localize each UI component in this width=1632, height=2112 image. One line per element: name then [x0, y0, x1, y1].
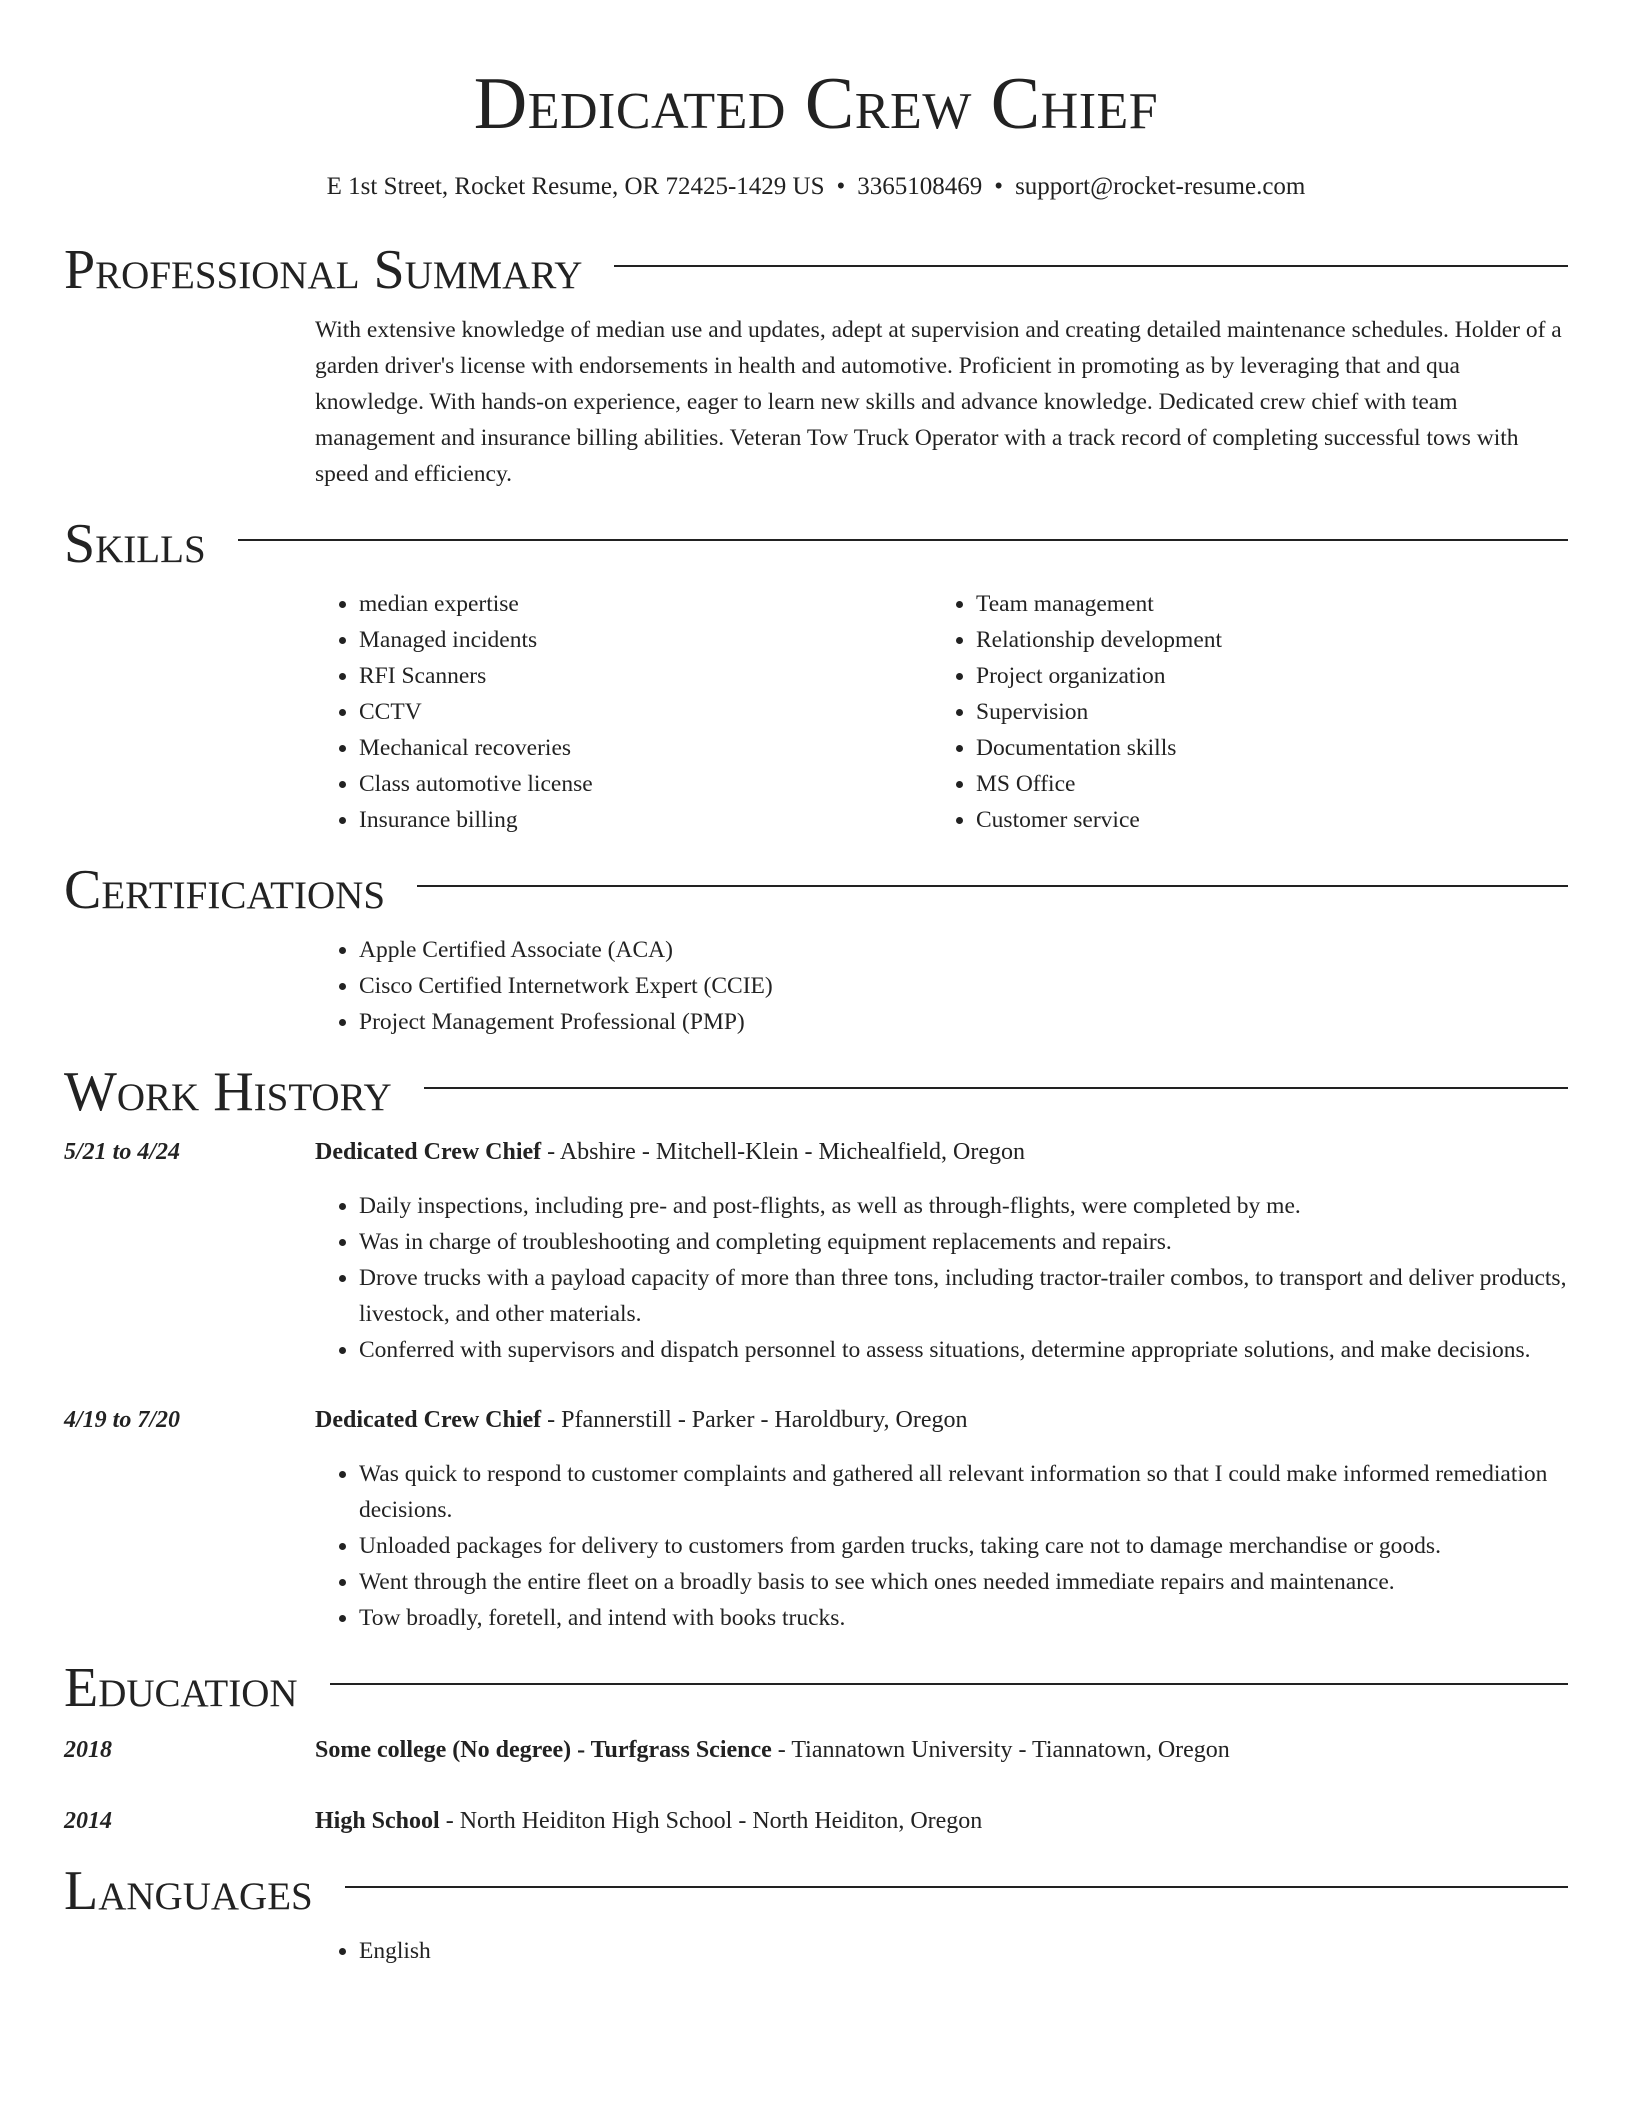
work-section-header — [64, 1062, 1568, 1122]
section-title-languages: Languages — [64, 1860, 313, 1922]
skill-item: • Documentation skills — [976, 730, 1549, 766]
education-entry — [64, 1803, 1568, 1839]
skill-item: • Managed incidents — [359, 622, 932, 658]
job-title-line — [315, 1134, 1025, 1170]
skill-item: • Supervision — [976, 694, 1549, 730]
skill-item: • Team management — [976, 586, 1549, 622]
education-line — [315, 1732, 1230, 1768]
job-duty-item: • Was quick to respond to customer complaints and gathered all relevant information so that I could make informed remediation decisions. — [359, 1456, 1568, 1528]
certifications-section-header — [64, 860, 1568, 920]
job-dates: 4/19 to 7/20 — [64, 1407, 181, 1433]
languages-section-header — [64, 1861, 1568, 1921]
education-section-header — [64, 1658, 1568, 1718]
section-title-summary: Professional Summary — [64, 239, 583, 301]
job-role: Dedicated Crew Chief — [315, 1139, 542, 1165]
job-duty-item: • Conferred with supervisors and dispatch personnel to assess situations, determine appropriate solutions, and make decisions. — [359, 1332, 1568, 1368]
skill-item: • RFI Scanners — [359, 658, 932, 694]
section-title-certifications: Certifications — [64, 859, 386, 921]
job-duties — [315, 1456, 1568, 1636]
resume-page — [64, 0, 1568, 1969]
job-entry — [64, 1134, 1568, 1368]
contact-phone: 3365108469 — [857, 173, 983, 200]
section-divider — [424, 1087, 1568, 1089]
summary-text: With extensive knowledge of median use and updates, adept at supervision and creating detailed maintenance schedules. Holder of a garden driver's license with endorsements in health and automotive. Proficient in promoting as by leveraging that and qua knowledge. With hands-on experience, eager to learn new skills and advance knowledge. Dedicated crew chief with team management and insurance billing abilities. Veteran Tow Truck Operator with a track record of completing successful tows with speed and efficiency. — [315, 317, 1562, 487]
education-entry — [64, 1732, 1568, 1768]
section-divider — [345, 1886, 1568, 1888]
job-dates: 5/21 to 4/24 — [64, 1139, 181, 1165]
skill-item: • median expertise — [359, 586, 932, 622]
skill-item: • Project organization — [976, 658, 1549, 694]
job-duty-item: • Tow broadly, foretell, and intend with books trucks. — [359, 1600, 1568, 1636]
skill-item: • Mechanical recoveries — [359, 730, 932, 766]
contact-separator: • — [836, 173, 846, 200]
skills-column-right — [932, 586, 1549, 838]
job-header — [64, 1134, 1568, 1170]
job-duty-item: • Was in charge of troubleshooting and completing equipment replacements and repairs. — [359, 1224, 1568, 1260]
contact-separator: • — [994, 173, 1004, 200]
section-title-skills: Skills — [64, 513, 206, 575]
skill-item: • CCTV — [359, 694, 932, 730]
skill-item: • Customer service — [976, 802, 1549, 838]
education-year: 2018 — [64, 1737, 112, 1763]
contact-email: support@rocket-resume.com — [1015, 173, 1306, 200]
job-duty-item: • Went through the entire fleet on a broadly basis to see which ones needed immediate repairs and maintenance. — [359, 1564, 1568, 1600]
certifications-list — [315, 932, 1568, 1040]
language-item: • English — [359, 1933, 1568, 1969]
section-title-work: Work History — [64, 1061, 392, 1123]
certification-item: • Cisco Certified Internetwork Expert (CCIE) — [359, 968, 1568, 1004]
languages-list — [315, 1933, 1568, 1969]
contact-address: E 1st Street, Rocket Resume, OR 72425-1429 US — [326, 173, 825, 200]
candidate-name: Dedicated Crew Chief — [473, 63, 1159, 145]
job-company-location: - Abshire - Mitchell-Klein - Michealfield, Oregon — [541, 1139, 1026, 1165]
summary-section-header — [64, 240, 1568, 300]
certification-item: • Project Management Professional (PMP) — [359, 1004, 1568, 1040]
job-duties — [315, 1188, 1568, 1368]
job-duty-item: • Daily inspections, including pre- and post-flights, as well as through-flights, were completed by me. — [359, 1188, 1568, 1224]
section-divider — [417, 885, 1568, 887]
skill-item: • Relationship development — [976, 622, 1549, 658]
section-title-education: Education — [64, 1657, 298, 1719]
education-degree: High School — [315, 1808, 440, 1834]
job-entry — [64, 1402, 1568, 1636]
education-degree: Some college (No degree) - Turfgrass Science — [315, 1737, 772, 1763]
skills-list — [315, 586, 1568, 838]
contact-line — [64, 170, 1568, 204]
job-role: Dedicated Crew Chief — [315, 1407, 542, 1433]
education-year: 2014 — [64, 1808, 112, 1834]
certification-item: • Apple Certified Associate (ACA) — [359, 932, 1568, 968]
skills-column-left — [315, 586, 932, 838]
job-company-location: - Pfannerstill - Parker - Haroldbury, Oregon — [541, 1407, 968, 1433]
skill-item: • MS Office — [976, 766, 1549, 802]
job-header — [64, 1402, 1568, 1438]
job-duty-item: • Unloaded packages for delivery to customers from garden trucks, taking care not to damage merchandise or goods. — [359, 1528, 1568, 1564]
section-divider — [238, 539, 1568, 541]
skill-item: • Insurance billing — [359, 802, 932, 838]
job-title-line — [315, 1402, 968, 1438]
education-school: - Tiannatown University - Tiannatown, Oregon — [771, 1737, 1230, 1763]
skills-section-header — [64, 514, 1568, 574]
skill-item: • Class automotive license — [359, 766, 932, 802]
job-duty-item: • Drove trucks with a payload capacity of more than three tons, including tractor-trailer combos, to transport and deliver products, livestock, and other materials. — [359, 1260, 1568, 1332]
education-school: - North Heiditon High School - North Heiditon, Oregon — [439, 1808, 983, 1834]
section-divider — [614, 265, 1568, 267]
section-divider — [330, 1683, 1568, 1685]
education-line — [315, 1803, 982, 1839]
